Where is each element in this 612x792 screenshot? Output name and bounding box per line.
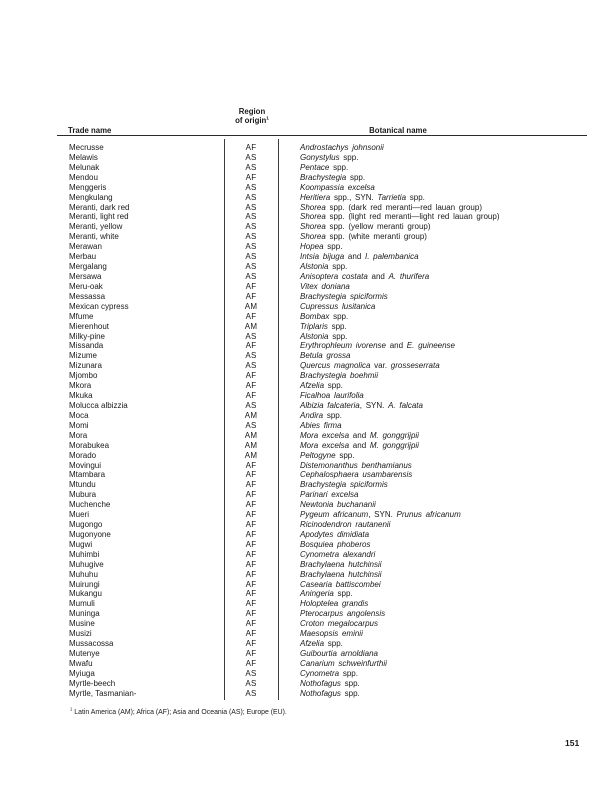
botanical-cell: Cynometra spp. (300, 668, 358, 678)
botanical-cell: Vitex doniana (300, 281, 350, 291)
botanical-cell: Mora excelsa and M. gonggrijpii (300, 440, 419, 450)
region-cell: AS (245, 162, 257, 172)
table-row (0, 550, 612, 560)
botanical-cell: Distemonanthus benthamianus (300, 460, 412, 470)
region-cell: AF (245, 609, 257, 619)
table-row (0, 232, 612, 242)
table-row (0, 510, 612, 520)
table-row (0, 371, 612, 381)
table-row (0, 173, 612, 183)
botanical-cell: Holoptelea grandis (300, 599, 369, 609)
trade-name-cell: Muhuhu (69, 569, 98, 579)
trade-name-cell: Mwafu (69, 658, 93, 668)
botanical-cell: Bosquiea phoberos (300, 539, 371, 549)
region-cell: AS (245, 331, 257, 341)
botanical-cell: Triplaris spp. (300, 321, 347, 331)
trade-name-cell: Mugongo (69, 520, 103, 530)
region-cell: AF (245, 381, 257, 391)
region-cell: AF (245, 470, 257, 480)
table-row (0, 441, 612, 451)
botanical-cell: Ricinodendron rautanenii (300, 520, 391, 530)
table-row (0, 312, 612, 322)
trade-name-cell: Mierenhout (69, 321, 110, 331)
trade-name-cell: Mergalang (69, 262, 107, 272)
botanical-cell: Pterocarpus angolensis (300, 609, 386, 619)
table-row (0, 421, 612, 431)
trade-name-cell: Melunak (69, 162, 100, 172)
table-row (0, 451, 612, 461)
trade-name-cell: Mizunara (69, 361, 102, 371)
region-cell: AF (245, 291, 257, 301)
region-cell: AM (244, 321, 258, 331)
region-cell: AF (245, 569, 257, 579)
table-row (0, 649, 612, 659)
botanical-cell: Betula grossa (300, 351, 351, 361)
botanical-cell: Bombax spp. (300, 311, 349, 321)
table-row (0, 193, 612, 203)
trade-name-cell: Mendou (69, 172, 98, 182)
table-row (0, 540, 612, 550)
trade-name-cell: Myiuga (69, 668, 95, 678)
trade-name-cell: Meranti, dark red (69, 202, 130, 212)
botanical-cell: Abies firma (300, 420, 342, 430)
region-header-line1: Region (238, 107, 266, 116)
trade-name-cell: Mubura (69, 490, 97, 500)
trade-name-cell: Mexican cypress (69, 301, 129, 311)
trade-name-cell: Messassa (69, 291, 106, 301)
trade-name-cell: Moca (69, 410, 89, 420)
region-cell: AS (245, 400, 257, 410)
region-cell: AM (244, 440, 258, 450)
botanical-cell: Shorea spp. (light red meranti—light red lauan group) (300, 212, 500, 222)
trade-name-cell: Morabukea (69, 440, 110, 450)
botanical-cell: Heritiera spp., SYN. Tarrietia spp. (300, 192, 425, 202)
trade-name-cell: Mutenye (69, 649, 100, 659)
botanical-cell: Alstonia spp. (300, 262, 348, 272)
botanical-cell: Parinari excelsa (300, 490, 359, 500)
trade-name-cell: Mtambara (69, 470, 106, 480)
table-row (0, 292, 612, 302)
region-cell: AS (245, 212, 257, 222)
table-row (0, 242, 612, 252)
trade-name-cell: Musine (69, 619, 95, 629)
botanical-cell: Guibourtia arnoldiana (300, 649, 378, 659)
region-cell: AS (245, 688, 257, 698)
trade-name-cell: Mukangu (69, 589, 102, 599)
botanical-cell: Hopea spp. (300, 242, 343, 252)
trade-name-cell: Milky-pine (69, 331, 106, 341)
trade-name-cell: Menggeris (69, 182, 107, 192)
region-cell: AS (245, 192, 257, 202)
botanical-cell: Brachystegia boehmii (300, 371, 378, 381)
table-row (0, 183, 612, 193)
trade-name-cell: Mueri (69, 510, 90, 520)
botanical-cell: Brachystegia spp. (300, 172, 366, 182)
trade-name-cell: Missanda (69, 341, 104, 351)
region-cell: AF (245, 619, 257, 629)
trade-name-cell: Muhimbi (69, 549, 100, 559)
table-row (0, 212, 612, 222)
botanical-cell: Casearia battiscombei (300, 579, 381, 589)
region-cell: AS (245, 420, 257, 430)
region-header-line2: of origin$^1$ (235, 115, 269, 126)
trade-name-cell: Mugonyone (69, 529, 111, 539)
botanical-cell: Shorea spp. (white meranti group) (300, 232, 427, 242)
trade-name-cell: Myrtle, Tasmanian- (69, 688, 137, 698)
botanical-cell: Pentace spp. (300, 162, 349, 172)
header-rule (57, 135, 587, 136)
table-row (0, 431, 612, 441)
botanical-cell: Cynometra alexandri (300, 549, 376, 559)
table-row (0, 262, 612, 272)
table-row (0, 282, 612, 292)
botanical-cell: Shorea spp. (yellow meranti group) (300, 222, 431, 232)
trade-name-cell: Mersawa (69, 271, 102, 281)
table-row (0, 560, 612, 570)
table-row (0, 391, 612, 401)
table-row (0, 401, 612, 411)
table-row (0, 639, 612, 649)
region-cell: AF (245, 649, 257, 659)
table-row (0, 302, 612, 312)
botanical-cell: Brachylaena hutchinsii (300, 569, 382, 579)
region-cell: AS (245, 361, 257, 371)
region-cell: AS (245, 242, 257, 252)
region-cell: AF (245, 143, 257, 152)
table-row (0, 252, 612, 262)
region-cell: AF (245, 490, 257, 500)
region-cell: AS (245, 351, 257, 361)
botanical-cell: Cephalosphaera usambarensis (300, 470, 413, 480)
table-row (0, 689, 612, 699)
trade-name-cell: Muninga (69, 609, 100, 619)
footnote (70, 706, 287, 716)
region-cell: AS (245, 182, 257, 192)
trade-name-cell: Musizi (69, 629, 92, 639)
region-cell: AS (245, 668, 257, 678)
botanical-cell: Afzelia spp. (300, 381, 343, 391)
botanical-cell: Nothofagus spp. (300, 688, 360, 698)
botanical-cell: Aningeria spp. (300, 589, 353, 599)
column-header-trade-name: Trade name (68, 126, 112, 135)
region-cell: AS (245, 678, 257, 688)
trade-name-cell: Merawan (69, 242, 102, 252)
trade-name-cell: Merbau (69, 252, 97, 262)
botanical-cell: Maesopsis eminii (300, 629, 363, 639)
botanical-cell: Albizia falcateria, SYN. A. falcata (300, 400, 423, 410)
trade-name-cell: Meranti, white (69, 232, 119, 242)
trade-name-cell: Meranti, light red (69, 212, 129, 222)
trade-name-cell: Muhugive (69, 559, 104, 569)
region-cell: AF (245, 639, 257, 649)
botanical-cell: Croton megalocarpus (300, 619, 378, 629)
botanical-cell: Gonystylus spp. (300, 152, 359, 162)
trade-name-cell: Mecrusse (69, 143, 104, 152)
region-cell: AM (244, 301, 258, 311)
region-cell: AM (244, 450, 258, 460)
table-row (0, 589, 612, 599)
trade-name-cell: Mugwi (69, 539, 93, 549)
trade-name-cell: Mkuka (69, 391, 93, 401)
region-cell: AF (245, 172, 257, 182)
botanical-cell: Canarium schweinfurthii (300, 658, 387, 668)
column-header-region-of-origin (211, 107, 293, 126)
column-header-botanical-name: Botanical name (369, 126, 427, 135)
table-row (0, 272, 612, 282)
region-cell: AF (245, 599, 257, 609)
trade-name-cell: Momi (69, 420, 89, 430)
botanical-cell: Shorea spp. (dark red meranti—red lauan group) (300, 202, 482, 212)
botanical-cell: Ficalhoa laurifolia (300, 391, 364, 401)
region-cell: AF (245, 311, 257, 321)
botanical-cell: Koompassia excelsa (300, 182, 375, 192)
table-row (0, 500, 612, 510)
trade-name-cell: Movingui (69, 460, 102, 470)
table-row (0, 381, 612, 391)
table-row (0, 332, 612, 342)
botanical-cell: Intsia bijuga and I. palembanica (300, 252, 419, 262)
table-row (0, 203, 612, 213)
trade-name-cell: Mizume (69, 351, 98, 361)
table-row (0, 322, 612, 332)
trade-name-cell: Mfume (69, 311, 94, 321)
trade-name-cell: Mkora (69, 381, 92, 391)
region-cell: AS (245, 202, 257, 212)
table-row (0, 619, 612, 629)
region-cell: AF (245, 500, 257, 510)
region-cell: AF (245, 281, 257, 291)
table-row (0, 599, 612, 609)
table-row (0, 222, 612, 232)
botanical-cell: Brachystegia spiciformis (300, 291, 388, 301)
table-row (0, 341, 612, 351)
table-row (0, 480, 612, 490)
region-cell: AF (245, 589, 257, 599)
footnote-reference-superscript: 1 (266, 115, 269, 121)
footnote-marker: 1 (70, 706, 73, 712)
region-cell: AF (245, 371, 257, 381)
botanical-cell: Andira spp. (300, 410, 342, 420)
table-row (0, 520, 612, 530)
trade-name-cell: Morado (69, 450, 97, 460)
region-cell: AS (245, 262, 257, 272)
table-row (0, 679, 612, 689)
botanical-cell: Brachystegia spiciformis (300, 480, 388, 490)
region-cell: AF (245, 520, 257, 530)
region-cell: AM (244, 430, 258, 440)
table-row (0, 361, 612, 371)
trade-name-cell: Meru-oak (69, 281, 103, 291)
region-cell: AF (245, 480, 257, 490)
trade-name-cell: Molucca albizzia (69, 400, 128, 410)
botanical-cell: Apodytes dimidiata (300, 529, 370, 539)
botanical-cell: Brachylaena hutchinsii (300, 559, 382, 569)
trade-name-cell: Mjombo (69, 371, 98, 381)
botanical-cell: Pygeum africanum, SYN. Prunus africanum (300, 510, 461, 520)
botanical-cell: Newtonia buchananii (300, 500, 376, 510)
table-row (0, 461, 612, 471)
botanical-cell: Cupressus lusitanica (300, 301, 376, 311)
trade-name-cell: Mumuli (69, 599, 95, 609)
region-cell: AF (245, 549, 257, 559)
trade-name-cell: Myrtle-beech (69, 678, 116, 688)
trade-name-cell: Mtundu (69, 480, 96, 490)
trade-name-cell: Mora (69, 430, 88, 440)
table-row (0, 609, 612, 619)
botanical-cell: Peltogyne spp. (300, 450, 355, 460)
table-row (0, 490, 612, 500)
table-row (0, 629, 612, 639)
page-number: 151 (565, 738, 580, 748)
region-cell: AF (245, 391, 257, 401)
botanical-cell: Nothofagus spp. (300, 678, 360, 688)
table-row (0, 580, 612, 590)
region-cell: AF (245, 629, 257, 639)
botanical-cell: Androstachys johnsonii (300, 143, 384, 152)
table-row (0, 163, 612, 173)
table-row (0, 153, 612, 163)
table-row (0, 411, 612, 421)
region-cell: AF (245, 510, 257, 520)
region-cell: AS (245, 271, 257, 281)
region-cell: AF (245, 559, 257, 569)
region-cell: AS (245, 222, 257, 232)
footnote-text: Latin America (AM); Africa (AF); Asia and Oceania (AS); Europe (EU). (74, 709, 287, 716)
region-cell: AS (245, 252, 257, 262)
region-cell: AF (245, 460, 257, 470)
botanical-cell: Quercus magnolica var. grosseserrata (300, 361, 440, 371)
trade-name-cell: Mussacossa (69, 639, 114, 649)
region-cell: AF (245, 341, 257, 351)
table-row (0, 351, 612, 361)
table-row (0, 570, 612, 580)
region-cell: AS (245, 232, 257, 242)
trade-name-cell: Meranti, yellow (69, 222, 123, 232)
trade-name-cell: Melawis (69, 152, 98, 162)
botanical-cell: Alstonia spp. (300, 331, 348, 341)
table-row (0, 530, 612, 540)
botanical-cell: Afzelia spp. (300, 639, 343, 649)
botanical-cell: Mora excelsa and M. gonggrijpii (300, 430, 419, 440)
table-row (0, 143, 612, 153)
trade-name-cell: Mengkulang (69, 192, 113, 202)
table-row (0, 470, 612, 480)
table-row (0, 669, 612, 679)
botanical-cell: Erythrophleum ivorense and E. guineense (300, 341, 455, 351)
region-cell: AF (245, 539, 257, 549)
table-row (0, 659, 612, 669)
region-cell: AF (245, 579, 257, 589)
region-cell: AS (245, 152, 257, 162)
region-cell: AM (244, 410, 258, 420)
region-cell: AF (245, 529, 257, 539)
trade-name-cell: Muirungi (69, 579, 100, 589)
botanical-cell: Anisoptera costata and A. thurifera (300, 271, 430, 281)
region-cell: AF (245, 658, 257, 668)
table-body (0, 143, 612, 699)
trade-name-cell: Muchenche (69, 500, 111, 510)
